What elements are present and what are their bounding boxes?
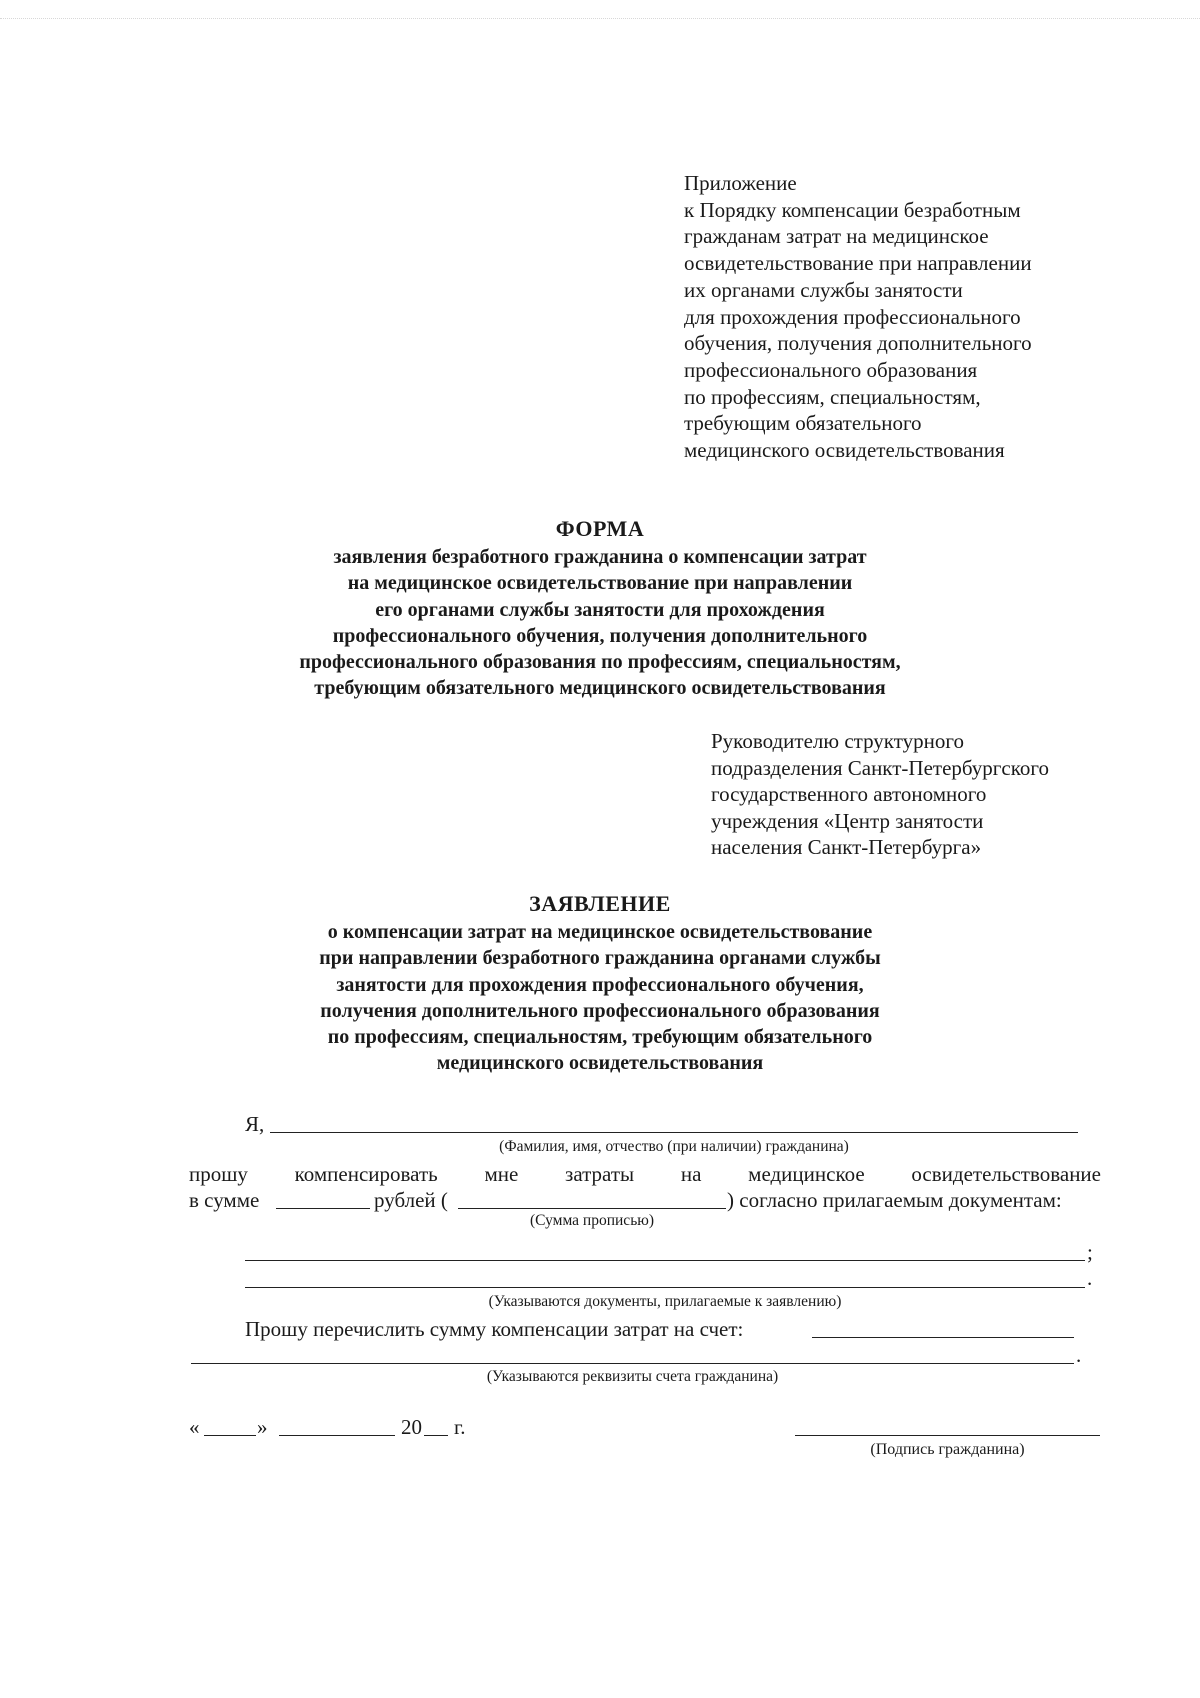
- request-word: компенсировать: [294, 1162, 438, 1186]
- appendix-line: Приложение: [684, 171, 797, 195]
- document-line-2[interactable]: [245, 1287, 1085, 1288]
- date-open-quote: «: [189, 1415, 200, 1439]
- form-subtitle-line: требующим обязательного медицинского освидетельствования: [314, 677, 886, 700]
- statement-subtitle-line: медицинского освидетельствования: [436, 1052, 764, 1075]
- form-subtitle-line: профессионального образования по профессиям, специальностям,: [299, 651, 901, 674]
- in-amount-label: в сумме: [189, 1188, 260, 1212]
- document-line-1-end: ;: [1087, 1240, 1093, 1264]
- request-word: медицинское: [748, 1162, 865, 1186]
- form-subtitle-line: его органами службы занятости для прохождения: [375, 598, 825, 621]
- date-year-field[interactable]: [424, 1435, 448, 1436]
- appendix-line: для прохождения профессионального: [684, 304, 1021, 329]
- addressee-line: населения Санкт-Петербурга»: [711, 835, 982, 859]
- signature-field[interactable]: [795, 1435, 1100, 1436]
- form-subtitle-line: заявления безработного гражданина о компенсации затрат: [333, 546, 867, 568]
- date-day-field[interactable]: [204, 1435, 256, 1436]
- transfer-request: Прошу перечислить сумму компенсации затрат на счет:: [245, 1317, 744, 1341]
- addressee-line: Руководителю структурного: [711, 729, 964, 753]
- statement-subtitle-line: получения дополнительного профессионального образования: [320, 999, 880, 1022]
- date-month-field[interactable]: [279, 1435, 395, 1436]
- appendix-line: их органами службы занятости: [684, 277, 963, 302]
- request-word: на: [680, 1162, 702, 1186]
- according-label: ) согласно прилагаемым документам:: [727, 1188, 1062, 1212]
- appendix-line: освидетельствование при направлении: [684, 251, 1032, 276]
- addressee-line: подразделения Санкт-Петербургского: [711, 755, 1049, 780]
- amount-number-field[interactable]: [276, 1208, 370, 1209]
- document-line-1[interactable]: [245, 1260, 1085, 1261]
- i-prefix: Я,: [245, 1112, 265, 1136]
- appendix-line: обучения, получения дополнительного: [684, 331, 1032, 356]
- statement-subtitle-line: по профессиям, специальностям, требующим обязательного: [327, 1026, 873, 1049]
- form-subtitle-line: на медицинское освидетельствование при направлении: [347, 572, 853, 595]
- appendix-line: медицинского освидетельствования: [684, 438, 1005, 463]
- signature-caption: (Подпись гражданина): [870, 1441, 1025, 1458]
- statement-subtitle: [150, 919, 1050, 1077]
- statement-subtitle-line: занятости для прохождения профессионального обучения,: [336, 973, 864, 996]
- account-line-end: .: [1076, 1343, 1082, 1367]
- year-prefix: 20: [401, 1415, 422, 1439]
- addressee-line: учреждения «Центр занятости: [711, 808, 984, 833]
- statement-title: ЗАЯВЛЕНИЕ: [529, 891, 671, 916]
- appendix-line: гражданам затрат на медицинское: [684, 224, 989, 249]
- rubles-label: рублей (: [374, 1188, 448, 1212]
- year-suffix: г.: [454, 1415, 466, 1439]
- addressee-block: [711, 728, 1111, 861]
- account-caption: (Указываются реквизиты счета гражданина): [486, 1368, 779, 1385]
- request-word: затраты: [565, 1162, 635, 1186]
- document-line-2-end: .: [1087, 1266, 1093, 1290]
- appendix-block: [684, 170, 1104, 464]
- appendix-line: по профессиям, специальностям,: [684, 384, 981, 409]
- request-word: прошу: [189, 1162, 248, 1186]
- appendix-line: профессионального образования: [684, 357, 978, 382]
- form-subtitle: [150, 544, 1050, 702]
- request-word: освидетельствование: [911, 1162, 1101, 1186]
- addressee-line: государственного автономного: [711, 782, 987, 806]
- statement-subtitle-line: при направлении безработного гражданина органами службы: [319, 947, 881, 970]
- request-word: мне: [484, 1162, 519, 1186]
- fio-field[interactable]: [270, 1132, 1078, 1133]
- form-subtitle-line: профессионального обучения, получения дополнительного: [332, 624, 868, 647]
- scan-artifact: [0, 18, 1200, 21]
- request-line: [189, 1162, 1101, 1186]
- amount-caption: (Сумма прописью): [530, 1212, 654, 1229]
- fio-caption: (Фамилия, имя, отчество (при наличии) гражданина): [499, 1138, 849, 1155]
- account-field-start[interactable]: [812, 1337, 1074, 1338]
- date-close-quote: »: [257, 1415, 268, 1439]
- appendix-line: требующим обязательного: [684, 411, 922, 436]
- statement-subtitle-line: о компенсации затрат на медицинское освидетельствование: [327, 921, 873, 943]
- documents-caption: (Указываются документы, прилагаемые к заявлению): [488, 1293, 842, 1310]
- appendix-line: к Порядку компенсации безработным: [684, 197, 1021, 222]
- amount-words-field[interactable]: [458, 1208, 726, 1209]
- form-title: ФОРМА: [555, 516, 645, 541]
- account-field[interactable]: [191, 1363, 1074, 1364]
